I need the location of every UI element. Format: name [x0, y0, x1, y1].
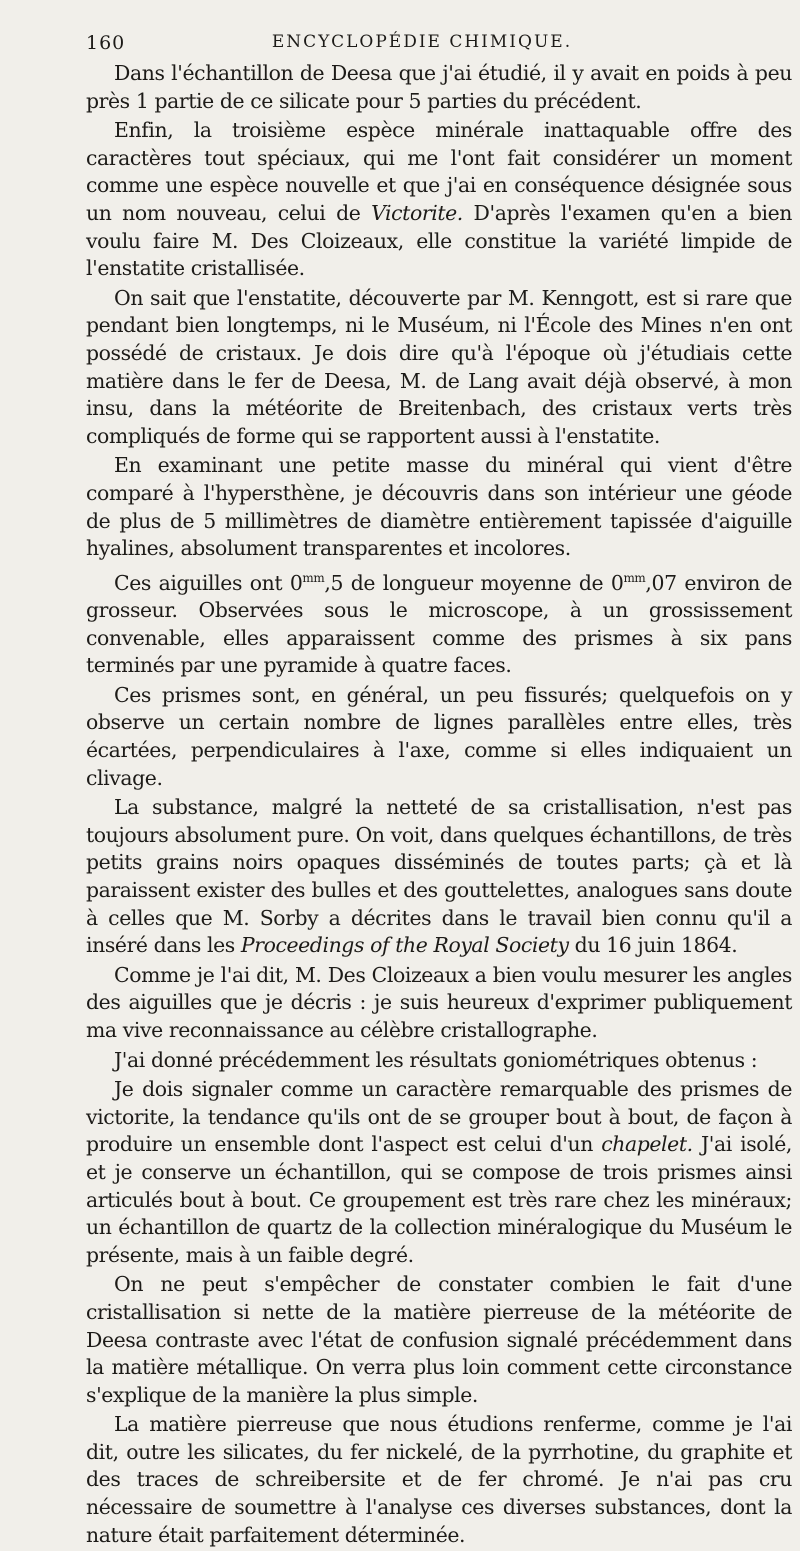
text-run: du 16 juin 1864. — [568, 933, 738, 958]
paragraph — [86, 60, 792, 115]
text-run: On ne peut s'empêcher de constater combien le fait d'une cristallisation si nette de la matière pierreuse de la météorite de Deesa contraste avec l'état de confusion signalé précédemment dans la matière métallique. On verra plus loin comment cette circonstance s'explique de la manière la plus simple. — [86, 1272, 792, 1407]
paragraph — [86, 962, 792, 1045]
paragraph — [86, 794, 792, 960]
paragraph — [86, 565, 792, 680]
text-run: J'ai donné précédemment les résultats goniométriques obtenus : — [114, 1047, 758, 1072]
text-run: Je dois signaler comme un caractère remarquable des prismes de victorite, la tendance qu'ils ont de se grouper bout à bout, de façon à produire un ensemble dont l'aspect est celui d'un — [86, 1077, 792, 1157]
italic-text: Proceedings of the Royal Society — [240, 933, 569, 958]
text-run: La matière pierreuse que nous étudions renferme, comme je l'ai dit, outre les silicates, du fer nickelé, de la pyrrhotine, du graphite et des traces de schreibersite et de fer chromé. Je n'ai pas cru nécessaire de soumettre à l'analyse ces diverses substances, dont la nature était parfaitement déterminée. — [86, 1412, 792, 1547]
paragraph — [86, 682, 792, 792]
page-number: 160 — [86, 32, 126, 54]
text-run: On sait que l'enstatite, découverte par M. Kenngott, est si rare que pendant bien longtemps, ni le Muséum, ni l'École des Mines n'en ont possédé de cristaux. Je dois dire qu'à l'époque où j'étudiais cette matière dans le fer de Deesa, M. de Lang avait déjà observé, à mon insu, dans la météorite de Breitenbach, des cristaux verts très compliqués de forme qui se rapportent aussi à l'enstatite. — [86, 285, 792, 448]
text-run: Ces prismes sont, en général, un peu fissurés; quelquefois on y observe un certain nombre de lignes parallèles entre elles, très écartées, perpendiculaires à l'axe, comme si elles indiquaient un clivage. — [86, 682, 792, 790]
text-run: Ces aiguilles ont 0 — [114, 570, 303, 595]
body-text — [86, 60, 792, 1551]
text-run: ,5 de longueur moyenne de 0 — [324, 570, 624, 595]
text-run: ,07 environ de grosseur. Observées sous le microscope, à un grossissement convenable, elles apparaissent comme des prismes à six pans terminés par une pyramide à quatre faces. — [86, 570, 793, 678]
italic-text: Victorite. — [371, 200, 463, 225]
superscript-text: mm — [623, 570, 646, 585]
paragraph — [86, 1411, 792, 1549]
paragraph — [86, 1076, 792, 1269]
paragraph — [86, 1271, 792, 1409]
text-run: J'ai isolé, et je conserve un échantillon, qui se compose de trois prismes ainsi articulés bout à bout. Ce groupement est très rare chez les minéraux; un échantillon de quartz de la collection minéralogique du Muséum le présente, mais à un faible degré. — [86, 1132, 793, 1267]
text-run: En examinant une petite masse du minéral qui vient d'être comparé à l'hypersthène, je découvris dans son intérieur une géode de plus de 5 millimètres de diamètre entièrement tapissée d'aiguille hyalines, absolument transparentes et incolores. — [86, 453, 792, 561]
text-run: Dans l'échantillon de Deesa que j'ai étudié, il y avait en poids à peu près 1 partie de ce silicate pour 5 parties du précédent. — [86, 61, 792, 113]
paragraph — [86, 117, 792, 283]
text-run: D'après l'examen qu'en a bien voulu faire M. Des Cloizeaux, elle constitue la variété limpide de l'enstatite cristallisée. — [86, 200, 792, 281]
page-header — [86, 32, 758, 56]
text-run: Enfin, la troisième espèce minérale inattaquable offre des caractères tout spéciaux, qui me l'ont fait considérer un moment comme une espèce nouvelle et que j'ai en conséquence désignée sous un nom nouveau, celui de — [86, 118, 792, 225]
paragraph — [86, 452, 792, 562]
italic-text: chapelet. — [601, 1132, 693, 1157]
superscript-text: mm — [302, 570, 325, 585]
paragraph — [86, 285, 792, 451]
text-run: La substance, malgré la netteté de sa cristallisation, n'est pas toujours absolument pure. On voit, dans quelques échantillons, de très petits grains noirs opaques disséminés de toutes parts; çà et là paraissent exister des bulles et des gouttelettes, analogues sans doute à celles que M. Sorby a décrites dans le travail bien connu qu'il a inséré dans les — [86, 795, 792, 958]
running-title: ENCYCLOPÉDIE CHIMIQUE. — [271, 32, 573, 52]
paragraph — [86, 1047, 792, 1075]
text-run: Comme je l'ai dit, M. Des Cloizeaux a bien voulu mesurer les angles des aiguilles que je décris : je suis heureux d'exprimer publiquement ma vive reconnaissance au célèbre cristallographe. — [86, 962, 792, 1042]
